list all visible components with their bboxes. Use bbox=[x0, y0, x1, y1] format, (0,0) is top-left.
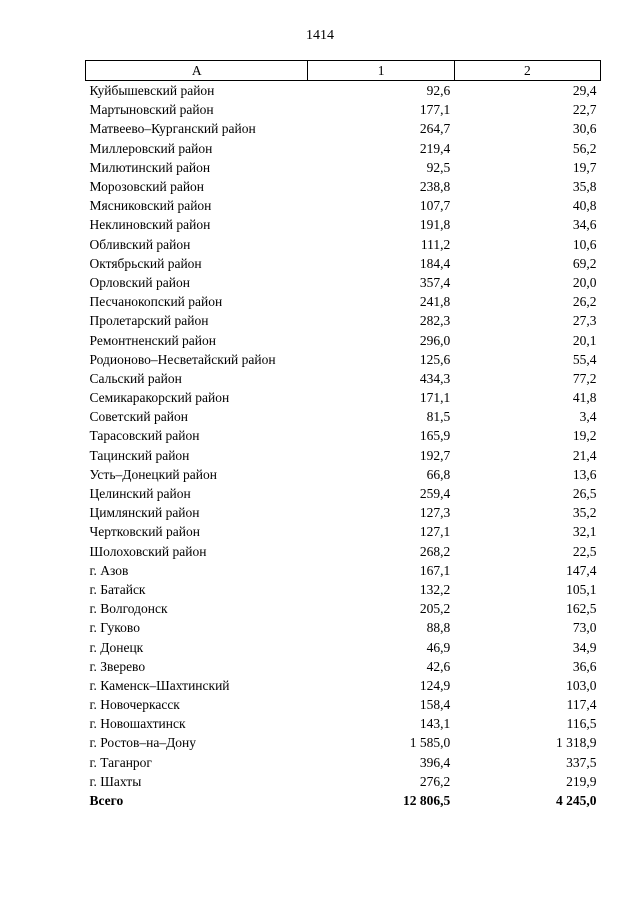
table-row bbox=[86, 81, 601, 101]
row-value-2: 29,4 bbox=[572, 83, 597, 99]
header-col-1: 1 bbox=[308, 61, 454, 81]
row-value-1: 81,5 bbox=[426, 409, 451, 425]
row-value-1: 132,2 bbox=[419, 581, 451, 597]
row-value-2: 337,5 bbox=[566, 754, 597, 770]
row-value-2: 26,5 bbox=[572, 486, 597, 502]
row-value-1: 184,4 bbox=[419, 255, 451, 271]
row-value-1: 167,1 bbox=[419, 562, 451, 578]
row-name: Неклиновский район bbox=[89, 217, 211, 233]
row-value-1: 205,2 bbox=[419, 601, 451, 617]
table-row bbox=[86, 369, 601, 388]
table-row bbox=[86, 350, 601, 369]
row-value-2: 35,2 bbox=[572, 505, 597, 521]
row-value-1: 88,8 bbox=[426, 620, 451, 636]
row-name: Тарасовский район bbox=[89, 428, 200, 444]
row-value-1: 264,7 bbox=[419, 121, 451, 137]
row-name: Целинский район bbox=[89, 486, 191, 502]
row-value-2: 56,2 bbox=[572, 140, 597, 156]
row-name: г. Донецк bbox=[89, 639, 144, 655]
row-name: г. Новочеркасск bbox=[89, 697, 180, 713]
row-value-2: 3,4 bbox=[579, 409, 597, 425]
row-value-1: 66,8 bbox=[426, 466, 451, 482]
row-name: Обливский район bbox=[89, 236, 191, 252]
row-name: Миллеровский район bbox=[89, 140, 213, 156]
row-value-1: 92,6 bbox=[426, 83, 451, 99]
row-value-1: 92,5 bbox=[426, 159, 451, 175]
table-row bbox=[86, 637, 601, 656]
row-value-1: 46,9 bbox=[426, 639, 451, 655]
header-col-2: 2 bbox=[454, 61, 600, 81]
row-name: г. Новошахтинск bbox=[89, 716, 186, 732]
row-value-2: 19,7 bbox=[572, 159, 597, 175]
row-name: г. Гуково bbox=[89, 620, 140, 636]
table-row bbox=[86, 446, 601, 465]
table-row bbox=[86, 292, 601, 311]
row-name: Куйбышевский район bbox=[89, 83, 215, 99]
row-name: г. Зверево bbox=[89, 658, 146, 674]
row-name: г. Азов bbox=[89, 562, 129, 578]
row-value-1: 124,9 bbox=[419, 677, 451, 693]
row-value-1: 111,2 bbox=[420, 236, 451, 252]
total-row bbox=[86, 791, 601, 810]
row-value-2: 105,1 bbox=[566, 581, 597, 597]
row-value-1: 219,4 bbox=[419, 140, 451, 156]
table-row bbox=[86, 215, 601, 234]
row-name: Ремонтненский район bbox=[89, 332, 216, 348]
row-value-1: 143,1 bbox=[419, 716, 451, 732]
row-name: г. Батайск bbox=[89, 581, 146, 597]
row-value-1: 268,2 bbox=[419, 543, 451, 559]
table-row bbox=[86, 196, 601, 215]
row-name: Октябрьский район bbox=[89, 255, 202, 271]
page-number: 1414 bbox=[306, 28, 334, 43]
row-value-1: 177,1 bbox=[419, 102, 451, 118]
table-row bbox=[86, 503, 601, 522]
table-row bbox=[86, 695, 601, 714]
row-value-1: 191,8 bbox=[419, 217, 451, 233]
row-value-2: 34,9 bbox=[572, 639, 597, 655]
table-row bbox=[86, 561, 601, 580]
row-value-2: 40,8 bbox=[572, 198, 597, 214]
row-name: Цимлянский район bbox=[89, 505, 200, 521]
row-value-1: 127,3 bbox=[419, 505, 451, 521]
row-value-2: 116,5 bbox=[566, 716, 597, 732]
table-row bbox=[86, 426, 601, 445]
row-value-2: 13,6 bbox=[572, 466, 597, 482]
table-row bbox=[86, 158, 601, 177]
row-value-1: 107,7 bbox=[419, 198, 451, 214]
row-value-1: 282,3 bbox=[419, 313, 451, 329]
row-value-2: 20,0 bbox=[572, 274, 597, 290]
row-value-1: 296,0 bbox=[419, 332, 451, 348]
table-row bbox=[86, 388, 601, 407]
table-row bbox=[86, 733, 601, 752]
table-row bbox=[86, 714, 601, 733]
header-col-a: А bbox=[86, 61, 308, 81]
row-name: Шолоховский район bbox=[89, 543, 207, 559]
table-header-row bbox=[86, 61, 601, 81]
total-label: Всего bbox=[89, 793, 124, 809]
row-value-1: 125,6 bbox=[419, 351, 451, 367]
row-value-2: 41,8 bbox=[572, 390, 597, 406]
row-name: Семикаракорский район bbox=[89, 390, 230, 406]
row-value-1: 1 585,0 bbox=[409, 735, 451, 751]
table-row bbox=[86, 139, 601, 158]
table-row bbox=[86, 618, 601, 637]
row-value-2: 219,9 bbox=[566, 773, 597, 789]
row-name: Мартыновский район bbox=[89, 102, 214, 118]
row-value-1: 259,4 bbox=[419, 486, 451, 502]
table-row bbox=[86, 465, 601, 484]
row-name: Песчанокопский район bbox=[89, 294, 223, 310]
row-value-2: 27,3 bbox=[572, 313, 597, 329]
row-value-1: 434,3 bbox=[419, 370, 451, 386]
table-row bbox=[86, 330, 601, 349]
table-row bbox=[86, 542, 601, 561]
row-value-1: 171,1 bbox=[419, 390, 451, 406]
table-row bbox=[86, 254, 601, 273]
total-value-1: 12 806,5 bbox=[402, 793, 451, 809]
row-value-2: 20,1 bbox=[572, 332, 597, 348]
data-table bbox=[85, 60, 601, 810]
table-row bbox=[86, 753, 601, 772]
row-value-2: 19,2 bbox=[572, 428, 597, 444]
row-name: Родионово–Несветайский район bbox=[89, 351, 276, 367]
table-row bbox=[86, 407, 601, 426]
row-name: Тацинский район bbox=[89, 447, 190, 463]
row-name: Чертковский район bbox=[89, 524, 200, 540]
row-name: г. Волгодонск bbox=[89, 601, 168, 617]
row-value-2: 77,2 bbox=[572, 370, 597, 386]
row-value-1: 357,4 bbox=[419, 274, 451, 290]
row-value-1: 42,6 bbox=[426, 658, 451, 674]
row-value-1: 276,2 bbox=[419, 773, 451, 789]
row-value-2: 35,8 bbox=[572, 179, 597, 195]
row-value-2: 55,4 bbox=[572, 351, 597, 367]
table-body bbox=[86, 81, 601, 811]
row-value-2: 21,4 bbox=[572, 447, 597, 463]
row-value-2: 26,2 bbox=[572, 294, 597, 310]
table-row bbox=[86, 235, 601, 254]
row-value-2: 32,1 bbox=[572, 524, 597, 540]
row-value-2: 10,6 bbox=[572, 236, 597, 252]
row-value-1: 241,8 bbox=[419, 294, 451, 310]
row-value-2: 73,0 bbox=[572, 620, 597, 636]
row-value-2: 22,7 bbox=[572, 102, 597, 118]
row-value-1: 396,4 bbox=[419, 754, 451, 770]
row-value-2: 1 318,9 bbox=[556, 735, 597, 751]
table-row bbox=[86, 273, 601, 292]
row-value-2: 162,5 bbox=[566, 601, 597, 617]
table-row bbox=[86, 177, 601, 196]
row-name: Мясниковский район bbox=[89, 198, 212, 214]
row-name: Пролетарский район bbox=[89, 313, 209, 329]
row-value-2: 103,0 bbox=[566, 677, 597, 693]
row-value-1: 158,4 bbox=[419, 697, 451, 713]
row-value-1: 238,8 bbox=[419, 179, 451, 195]
row-name: г. Шахты bbox=[89, 773, 142, 789]
table-row bbox=[86, 522, 601, 541]
table-row bbox=[86, 580, 601, 599]
row-name: г. Каменск–Шахтинский bbox=[89, 677, 230, 693]
table-row bbox=[86, 100, 601, 119]
row-value-2: 147,4 bbox=[566, 562, 597, 578]
row-value-2: 30,6 bbox=[572, 121, 597, 137]
row-value-2: 22,5 bbox=[572, 543, 597, 559]
total-value-2: 4 245,0 bbox=[556, 793, 597, 809]
row-value-2: 34,6 bbox=[572, 217, 597, 233]
row-value-2: 69,2 bbox=[572, 255, 597, 271]
row-value-2: 36,6 bbox=[572, 658, 597, 674]
row-name: г. Таганрог bbox=[89, 754, 152, 770]
row-name: Советский район bbox=[89, 409, 188, 425]
row-value-1: 127,1 bbox=[419, 524, 451, 540]
row-name: Милютинский район bbox=[89, 159, 211, 175]
table-row bbox=[86, 657, 601, 676]
table-row bbox=[86, 311, 601, 330]
row-name: Орловский район bbox=[89, 274, 190, 290]
table-row bbox=[86, 599, 601, 618]
row-value-2: 117,4 bbox=[566, 697, 597, 713]
row-name: Сальский район bbox=[89, 370, 182, 386]
row-name: г. Ростов–на–Дону bbox=[89, 735, 197, 751]
row-value-1: 192,7 bbox=[419, 447, 451, 463]
table-row bbox=[86, 119, 601, 138]
row-value-1: 165,9 bbox=[419, 428, 451, 444]
row-name: Морозовский район bbox=[89, 179, 205, 195]
table-row bbox=[86, 676, 601, 695]
table-row bbox=[86, 772, 601, 791]
table-row bbox=[86, 484, 601, 503]
row-name: Усть–Донецкий район bbox=[89, 466, 217, 482]
row-name: Матвеево–Курганский район bbox=[89, 121, 256, 137]
